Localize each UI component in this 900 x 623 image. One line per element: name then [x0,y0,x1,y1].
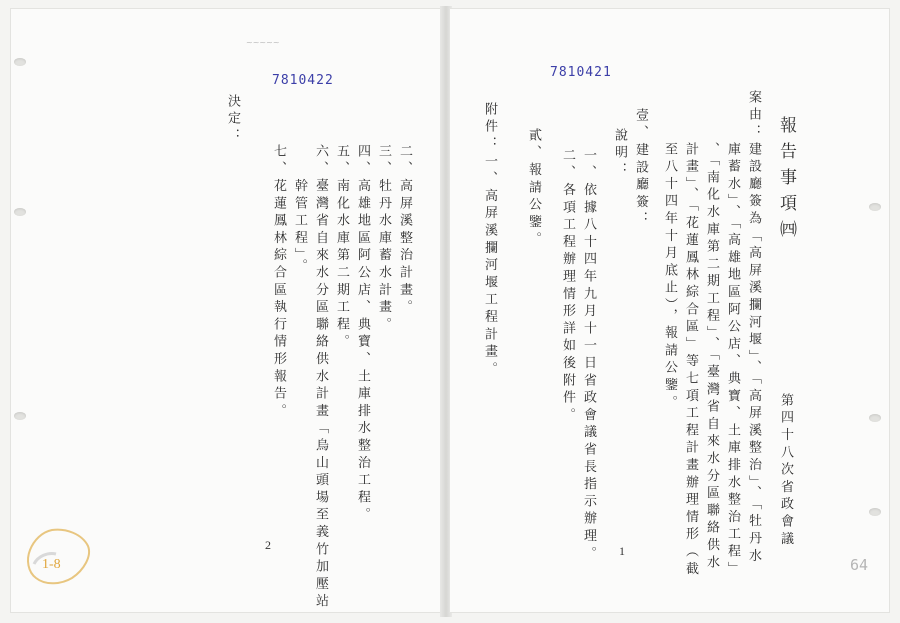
left-page-number: 2 [265,538,271,552]
right-stamp-number: 7810421 [550,65,612,80]
left-item-6-cont: 幹管工程」。 [292,144,307,276]
binding-hole [14,412,26,420]
right-page-number: 1 [619,544,625,558]
left-item-5: 五、南化水庫第二期工程。 [334,144,349,352]
case-line-5: 至八十四年十月底止），報請公鑒。 [662,90,677,413]
case-line-3: 、「南化水庫第二期工程」、「臺灣省自來水分區聯絡供水 [704,90,719,573]
explain-label: 說明： [612,128,627,180]
logo-text: 1-8 [42,557,61,572]
left-item-3: 三、牡丹水庫蓄水計畫。 [376,144,391,335]
right-page [449,8,890,613]
pencil-scribble: ~~~~~ [246,38,280,47]
binding-hole [869,508,881,516]
left-item-2: 二、高屏溪整治計畫。 [397,144,412,317]
meeting-name: 第四十八次省政會議 [778,393,793,549]
explain-item-2: 二、各項工程辦理情形詳如後附件。 [560,148,575,425]
case-line-2: 庫蓄水」、「高雄地區阿公店、典寶、土庫排水整治工程」 [725,90,740,579]
archive-sheet-number: 64 [850,556,869,574]
report-title: 報告事項㈣ [776,116,796,246]
binding-hole [869,414,881,422]
left-stamp-number: 7810422 [272,73,334,88]
case-line-4: 計畫」、「花蓮鳳林綜合區」等七項工程計畫辦理情形（截 [683,90,698,579]
left-item-6: 六、臺灣省自來水分區聯絡供水計畫「烏山頭場至義竹加壓站 [313,144,328,612]
explain-item-1: 一、依據八十四年九月十一日省政會議省長指示辦理。 [581,148,596,564]
left-item-4: 四、高雄地區阿公店、典寶、土庫排水整治工程。 [355,144,370,525]
left-item-7: 七、花蓮鳳林綜合區執行情形報告。 [271,144,286,421]
attachment-line: 附件：一、高屏溪攔河堰工程計畫。 [482,102,497,379]
binding-hole [869,203,881,211]
decision-label: 決定： [225,94,240,146]
case-line-1: 案由：建設廳簽為「高屏溪攔河堰」、「高屏溪整治」、「牡丹水 [746,90,761,566]
section-two-heading: 貳、報請公鑒。 [526,128,541,250]
binding-hole [14,58,26,66]
binding-hole [14,208,26,216]
left-page [10,8,443,613]
section-one-heading: 壹、建設廳簽： [633,108,648,230]
archive-logo-icon [22,526,94,588]
